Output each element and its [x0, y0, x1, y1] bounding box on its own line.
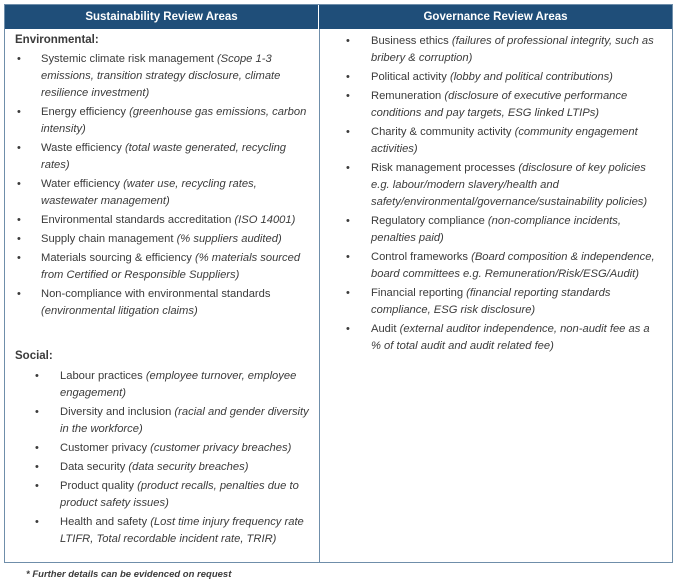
item-label: Water efficiency: [41, 178, 124, 190]
item-detail: (ISO 14001): [234, 214, 296, 226]
item-label: Waste efficiency: [41, 142, 125, 154]
bullet-icon: •: [346, 251, 350, 263]
item-label: Systemic climate risk management: [41, 53, 217, 65]
social-item: [29, 478, 314, 512]
environmental-item: [15, 286, 310, 320]
bullet-icon: •: [35, 461, 39, 473]
header-governance: Governance Review Areas: [423, 11, 568, 23]
bullet-icon: •: [346, 215, 350, 227]
environmental-item: [15, 140, 310, 174]
item-label: Charity & community activity: [371, 126, 515, 138]
item-label: Energy efficiency: [41, 106, 130, 118]
bullet-icon: •: [346, 323, 350, 335]
environmental-heading: Environmental:: [15, 34, 99, 46]
governance-item: [340, 69, 660, 86]
social-item: [29, 459, 314, 476]
bullet-icon: •: [17, 53, 21, 65]
item-label: Political activity: [371, 71, 450, 83]
bullet-icon: •: [17, 288, 21, 300]
item-detail: (disclosure of executive performance conditions and pay targets, ESG linked LTIPs): [371, 90, 628, 119]
item-label: Financial reporting: [371, 287, 467, 299]
bullet-icon: •: [35, 442, 39, 454]
item-label: Remuneration: [371, 90, 445, 102]
bullet-icon: •: [346, 71, 350, 83]
bullet-icon: •: [346, 126, 350, 138]
item-detail: (customer privacy breaches): [150, 442, 292, 454]
social-item: [29, 440, 314, 457]
item-label: Diversity and inclusion: [60, 406, 175, 418]
governance-item: [340, 88, 660, 122]
item-detail: (failures of professional integrity, such as bribery & corruption): [371, 35, 654, 64]
bullet-icon: •: [17, 142, 21, 154]
governance-item: [340, 213, 660, 247]
social-heading: Social:: [15, 350, 53, 362]
bullet-icon: •: [17, 214, 21, 226]
social-item: [29, 404, 314, 438]
bullet-icon: •: [346, 287, 350, 299]
item-label: Risk management processes: [371, 162, 519, 174]
item-label: Data security: [60, 461, 129, 473]
sustainability-column: [5, 29, 320, 562]
governance-list: [340, 33, 660, 357]
item-label: Audit: [371, 323, 400, 335]
item-label: Health and safety: [60, 516, 151, 528]
item-detail: (Lost time injury frequency rate LTIFR, Total recordable incident rate, TRIR): [60, 516, 304, 545]
item-label: Non-compliance with environmental standards: [41, 288, 271, 300]
bullet-icon: •: [17, 233, 21, 245]
bullet-icon: •: [346, 35, 350, 47]
social-item: [29, 514, 314, 548]
environmental-list: [15, 51, 310, 322]
environmental-item: [15, 176, 310, 210]
item-detail: (non-compliance incidents, penalties paid): [371, 215, 621, 244]
item-detail: (total waste generated, recycling rates): [41, 142, 287, 171]
bullet-icon: •: [346, 162, 350, 174]
item-detail: (disclosure of key policies e.g. labour/modern slavery/health and safety/environmental/governance/sustainability policies): [371, 162, 648, 208]
governance-item: [340, 33, 660, 67]
header-sustainability: Sustainability Review Areas: [5, 5, 319, 29]
footnote: * Further details can be evidenced on request: [26, 569, 232, 580]
item-detail: (financial reporting standards compliance, ESG risk disclosure): [371, 287, 611, 316]
item-label: Labour practices: [60, 370, 146, 382]
item-detail: (external auditor independence, non-audit fee as a % of total audit and audit related fee): [371, 323, 650, 352]
environmental-item: [15, 51, 310, 102]
review-areas-table: [4, 4, 673, 563]
social-list: [29, 368, 314, 550]
governance-item: [340, 285, 660, 319]
bullet-icon: •: [35, 370, 39, 382]
governance-item: [340, 160, 660, 211]
item-detail: (employee turnover, employee engagement): [60, 370, 297, 399]
item-detail: (product recalls, penalties due to product safety issues): [60, 480, 299, 509]
item-detail: (greenhouse gas emissions, carbon intensity): [41, 106, 307, 135]
environmental-item: [15, 231, 310, 248]
table-header: [5, 5, 672, 29]
governance-item: [340, 249, 660, 283]
environmental-item: [15, 104, 310, 138]
social-item: [29, 368, 314, 402]
item-detail: (% suppliers audited): [176, 233, 282, 245]
item-label: Customer privacy: [60, 442, 151, 454]
item-label: Supply chain management: [41, 233, 177, 245]
bullet-icon: •: [17, 252, 21, 264]
item-detail: (data security breaches): [128, 461, 249, 473]
item-detail: (environmental litigation claims): [41, 305, 198, 317]
item-detail: (racial and gender diversity in the workforce): [60, 406, 309, 435]
item-label: Regulatory compliance: [371, 215, 488, 227]
item-detail: (% materials sourced from Certified or Responsible Suppliers): [41, 252, 301, 281]
environmental-item: [15, 250, 310, 284]
bullet-icon: •: [35, 480, 39, 492]
item-detail: (Board composition & independence, board committees e.g. Remuneration/Risk/ESG/Audit): [371, 251, 655, 280]
governance-item: [340, 124, 660, 158]
item-detail: (Scope 1-3 emissions, transition strategy disclosure, climate resilience investment): [41, 53, 281, 99]
item-label: Materials sourcing & efficiency: [41, 252, 195, 264]
environmental-item: [15, 212, 310, 229]
bullet-icon: •: [35, 516, 39, 528]
item-label: Control frameworks: [371, 251, 472, 263]
item-label: Environmental standards accreditation: [41, 214, 235, 226]
item-detail: (community engagement activities): [371, 126, 638, 155]
item-label: Business ethics: [371, 35, 452, 47]
item-detail: (water use, recycling rates, wastewater management): [41, 178, 257, 207]
bullet-icon: •: [17, 106, 21, 118]
governance-column: [320, 29, 672, 562]
bullet-icon: •: [346, 90, 350, 102]
governance-item: [340, 321, 660, 355]
item-label: Product quality: [60, 480, 138, 492]
item-detail: (lobby and political contributions): [449, 71, 613, 83]
bullet-icon: •: [17, 178, 21, 190]
bullet-icon: •: [35, 406, 39, 418]
